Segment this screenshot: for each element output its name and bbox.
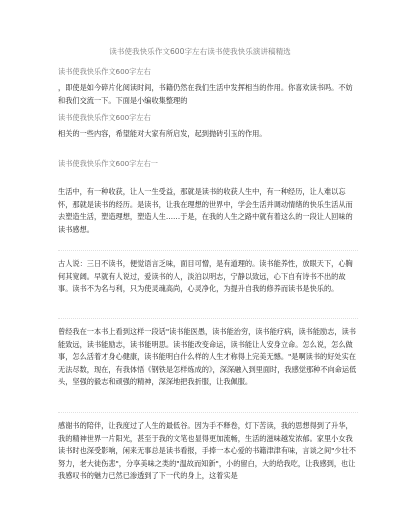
body-paragraph: 曾经我在一本书上看到这样一段话"读书能医愚，读书能治穷，读书能疗病，读书能励志，读书能致远，读书能励志，读书能明思。读书能改变命运，读书能让人安身立命。怎么说，怎么做事，怎么活着才身心健康，读书能明白什么样的人生才称得上完美无憾。"是啊读书的好处实在无法尽数，现在，有我体悟《钢铁是怎样炼成的》，深深融入到里面时，我感觉那种不向命运低头，坚强的毅志和顽强的精神，深深地把我折服，让我佩服。: [58, 327, 357, 387]
divider: [58, 318, 358, 319]
body-paragraph: 感谢书的陪伴，让我度过了人生的最低谷。因为手不释卷，灯下苦读，我的思想得到了升华，我的精神世界一片阳光，甚至于我的文笔也显得更加流畅，生活的滋味越发浓郁。家里小女我读书时也深受影响，闲来无事总是读书看报，手捧一本心爱的书籍津津有味，言谈之间"少壮不努力，老大徒伤悲"，分享美味之类的"温故而知新"，小的留白，大的给我吃，让我感到，也让我感叹书的魅力已然已渗透到了下一代的身上，这着实是: [58, 421, 356, 481]
body-paragraph: 生活中，有一种收获，让人一生受益，那就是读书的收获人生中，有一种经历，让人难以忘怀，那就是读书的经历。是读书，让我在理想的世界中，学会生活并调动情绪的快乐生活从而去塑造生活，塑造理想，塑造人生……于是，在我的人生之路中就有着这么的一段让人回味的读书感想。: [58, 187, 353, 234]
intro-paragraph: ，即使是如今碎片化阅读时间，书籍仍然在我们生活中发挥相当的作用。你喜欢读书吗。不妨和我们交流一下。下面是小编收集整理的: [58, 83, 353, 105]
divider: [58, 250, 358, 251]
divider: [58, 412, 358, 413]
document-title: 读书使我快乐作文600字左右读书使我快乐演讲稿精选: [109, 47, 291, 56]
body-paragraph: 古人说：三日不读书，便觉语言乏味，面目可憎，是有道理的。读书能养性，放眼天下，心胸何其宽阔。早就有人说过，爱读书的人，淡泊以明志，宁静以致远，心下自有诗书不出的故事。读书不为名与利，只为使灵魂高尚，心灵净化，为提升自我的修养而读书是快乐的。: [58, 259, 353, 294]
intro-paragraph: 相关的一些内容，希望能对大家有所启发，起到抛砖引玉的作用。: [58, 129, 267, 138]
section-heading: 读书使我快乐作文600字左右: [58, 67, 151, 76]
section-heading: 读书使我快乐作文600字左右: [58, 113, 151, 122]
section-heading: 读书使我快乐作文600字左右一: [58, 159, 158, 168]
